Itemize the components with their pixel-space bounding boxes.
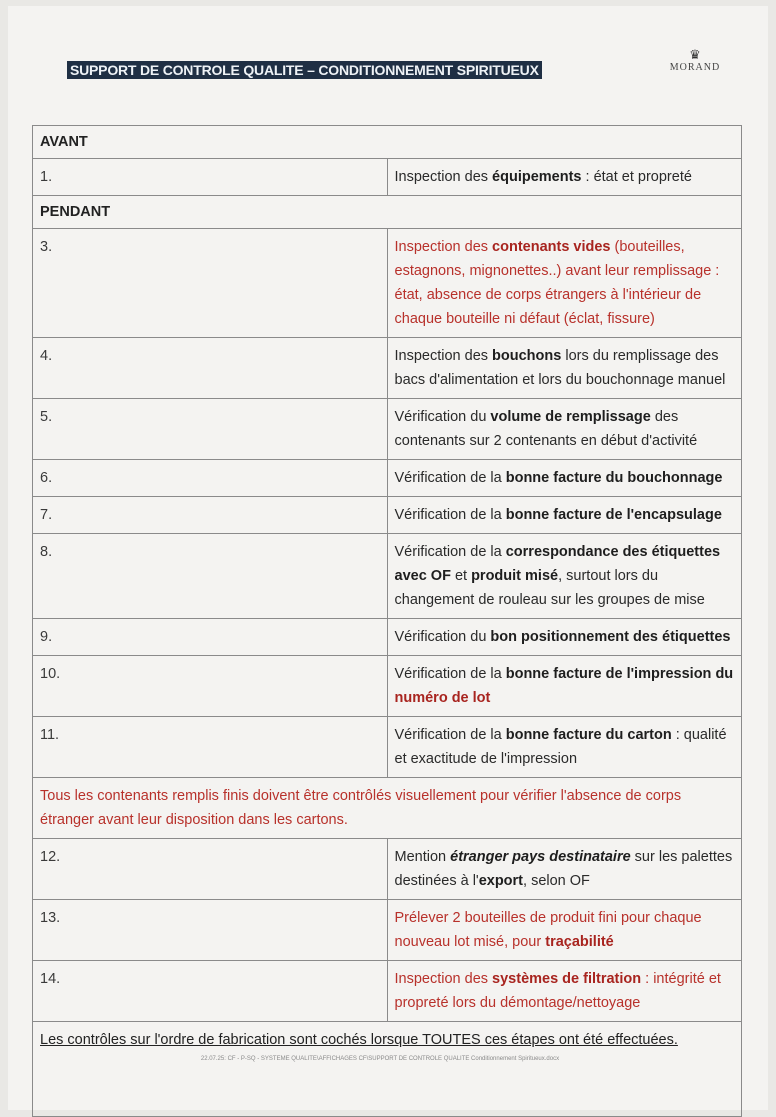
item-number: 5. [33,399,388,460]
section-label-pendant: PENDANT [33,196,742,229]
item-text: Vérification de la correspondance des étiquettes avec OF et produit misé, surtout lors du changement de rouleau sur les groupes de mise [387,534,742,619]
logo-text: MORAND [669,62,721,73]
visual-check-note: Tous les contenants remplis finis doivent être contrôlés visuellement pour vérifier l'absence de corps étranger avant leur disposition dans les cartons. [33,778,742,839]
item-number: 4. [33,338,388,399]
checklist-row [33,159,742,196]
footer-note-row [33,1022,742,1117]
footer-note-cell [33,1022,742,1117]
section-label-avant: AVANT [33,126,742,159]
visual-check-note-row [33,778,742,839]
checklist-row [33,839,742,900]
item-number: 10. [33,656,388,717]
item-number: 6. [33,460,388,497]
item-text: Prélever 2 bouteilles de produit fini pour chaque nouveau lot misé, pour traçabilité [387,900,742,961]
checklist-row [33,399,742,460]
checklist-row [33,460,742,497]
item-number: 8. [33,534,388,619]
checklist-row [33,961,742,1022]
section-row-pendant [33,196,742,229]
item-text: Vérification du volume de remplissage des contenants sur 2 contenants en début d'activité [387,399,742,460]
checklist-row [33,619,742,656]
logo-mark-icon: ♛ [689,47,701,62]
item-text: Vérification du bon positionnement des étiquettes [387,619,742,656]
company-logo [655,48,735,88]
quality-checklist-table [32,125,742,1117]
checklist-row [33,656,742,717]
item-number: 3. [33,229,388,338]
checklist-row [33,717,742,778]
item-text: Vérification de la bonne facture de l'encapsulage [387,497,742,534]
item-number: 14. [33,961,388,1022]
document-footer-path: 22.07.25: CF - P-SQ - SYSTEME QUALITE\AFFICHAGES CF\SUPPORT DE CONTROLE QUALITE Conditionnement Spiritueux.docx [200,1056,560,1062]
item-text: Vérification de la bonne facture du bouchonnage [387,460,742,497]
section-row-avant [33,126,742,159]
item-number: 7. [33,497,388,534]
item-number: 9. [33,619,388,656]
item-text: Inspection des systèmes de filtration : intégrité et propreté lors du démontage/nettoyage [387,961,742,1022]
item-text: Vérification de la bonne facture de l'impression du numéro de lot [387,656,742,717]
checklist-row [33,534,742,619]
checklist-row [33,229,742,338]
checklist-row [33,338,742,399]
item-number: 11. [33,717,388,778]
item-number: 12. [33,839,388,900]
item-text: Inspection des bouchons lors du remplissage des bacs d'alimentation et lors du bouchonnage manuel [387,338,742,399]
item-text: Inspection des contenants vides (bouteilles, estagnons, mignonettes..) avant leur remplissage : état, absence de corps étrangers à l'intérieur de chaque bouteille ni défaut (éclat, fissure) [387,229,742,338]
item-text: Inspection des équipements : état et propreté [387,159,742,196]
item-number: 1. [33,159,388,196]
checklist-row [33,497,742,534]
item-text: Vérification de la bonne facture du carton : qualité et exactitude de l'impression [387,717,742,778]
document-title: SUPPORT DE CONTROLE QUALITE – CONDITIONNEMENT SPIRITUEUX [67,61,542,79]
item-number: 13. [33,900,388,961]
checklist-row [33,900,742,961]
item-text: Mention étranger pays destinataire sur les palettes destinées à l'export, selon OF [387,839,742,900]
footer-note: Les contrôles sur l'ordre de fabrication sont cochés lorsque TOUTES ces étapes ont été effectuées. [40,1032,678,1048]
